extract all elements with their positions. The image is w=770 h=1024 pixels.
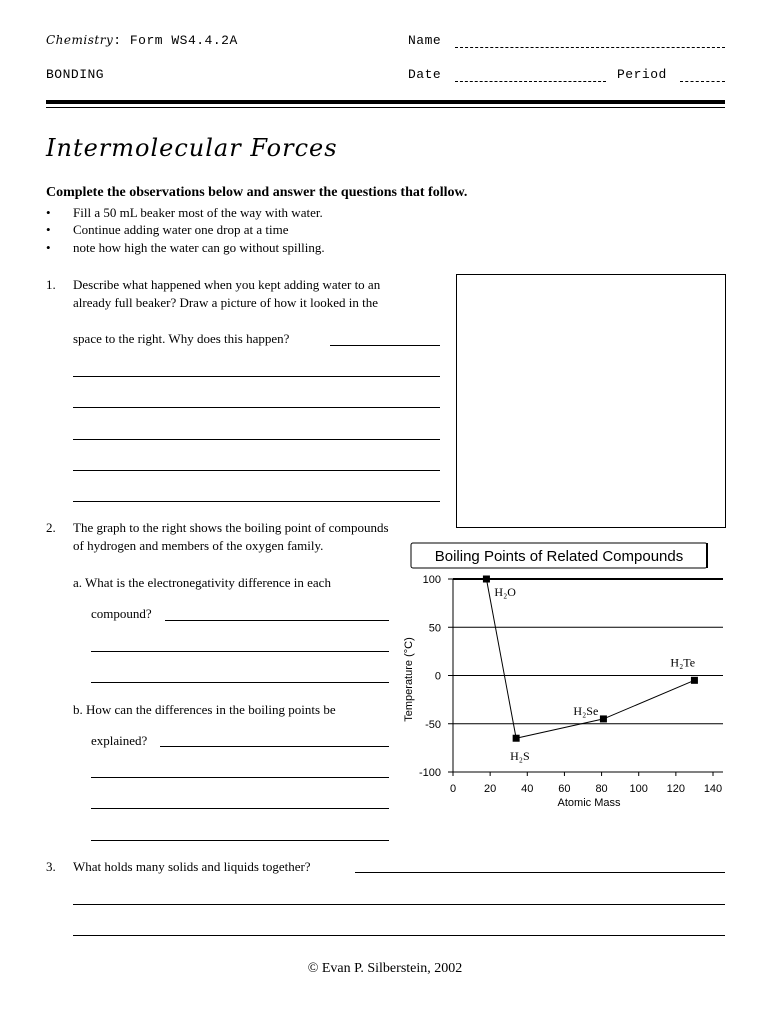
q1-number: 1. (46, 277, 56, 292)
x-tick-label: 60 (558, 783, 571, 795)
x-tick-label: 20 (484, 783, 497, 795)
q3-answer-line[interactable] (355, 872, 725, 873)
q1-text-line3: space to the right. Why does this happen? (73, 331, 290, 346)
q1-answer-line[interactable] (330, 345, 440, 346)
x-axis-label: Atomic Mass (557, 797, 621, 809)
q1-answer-line[interactable] (73, 407, 440, 408)
q2b-answer-line[interactable] (91, 777, 389, 778)
q2b-answer-line[interactable] (160, 746, 389, 747)
q2-number: 2. (46, 520, 56, 535)
q2-text-line1: The graph to the right shows the boiling point of compounds (73, 520, 389, 535)
form-label: : Form WS4.4.2A (113, 33, 238, 48)
q1-text-line1: Describe what happened when you kept adding water to an (73, 277, 381, 292)
y-axis-label: Temperature (°C) (403, 637, 415, 722)
q2b-answer-line[interactable] (91, 808, 389, 809)
y-tick-label: 50 (428, 622, 441, 635)
q3-text: What holds many solids and liquids together? (73, 859, 311, 874)
data-point-label: H₂Te (670, 655, 696, 670)
header-rule-thick (46, 100, 725, 104)
date-field[interactable] (455, 81, 606, 82)
q1-answer-line[interactable] (73, 439, 440, 440)
x-tick-label: 140 (703, 783, 723, 795)
q2a-answer-line[interactable] (91, 651, 389, 652)
q1-text-line2: already full beaker? Draw a picture of how it looked in the (73, 295, 379, 310)
q1-answer-line[interactable] (73, 376, 440, 377)
page-title: Intermolecular Forces (46, 134, 338, 162)
q1-answer-line[interactable] (73, 470, 440, 471)
instruction-bullet: • note how high the water can go without spilling. (73, 240, 325, 256)
y-tick-label: 100 (422, 574, 441, 586)
period-field[interactable] (680, 81, 725, 82)
x-tick-label: 100 (629, 783, 648, 795)
data-point (483, 576, 490, 583)
y-tick-label: 0 (434, 670, 441, 683)
data-point (513, 735, 520, 742)
q2a-text-line2: compound? (91, 606, 152, 621)
name-label: Name (408, 33, 442, 48)
data-point (600, 715, 607, 722)
chart-title: Boiling Points of Related Compounds (434, 548, 684, 565)
data-point-label: H₂O (494, 585, 516, 599)
y-tick-label: -100 (418, 767, 441, 779)
instruction-bullet: • Fill a 50 mL beaker most of the way with water. (73, 205, 323, 221)
header-rule-thin (46, 107, 725, 108)
q2b-answer-line[interactable] (91, 840, 389, 841)
date-label: Date (408, 67, 442, 82)
x-tick-label: 40 (521, 783, 534, 795)
q2a-answer-line[interactable] (165, 620, 389, 621)
subject-label: Chemistry (46, 33, 114, 47)
boiling-point-chart (395, 540, 730, 825)
q3-answer-line[interactable] (73, 904, 725, 905)
x-tick-label: 80 (595, 783, 608, 795)
data-point-label: H₂Se (573, 703, 599, 718)
q2b-text-line2: explained? (91, 733, 148, 748)
q2a-answer-line[interactable] (91, 682, 389, 683)
unit-label: BONDING (46, 67, 105, 82)
data-point-label: H₂S (510, 749, 530, 764)
x-tick-label: 120 (666, 783, 686, 795)
instruction-bullet: • Continue adding water one drop at a time (73, 222, 289, 238)
q2-text-line2: of hydrogen and members of the oxygen family. (73, 538, 324, 553)
q2b-text-line1: b. How can the differences in the boiling points be (73, 702, 336, 717)
footer-copyright: © Evan P. Silberstein, 2002 (307, 961, 463, 976)
header-subject-line (46, 33, 238, 48)
x-tick-label: 0 (449, 783, 457, 795)
q1-answer-line[interactable] (73, 501, 440, 502)
name-field[interactable] (455, 47, 725, 48)
y-tick-label: -50 (425, 718, 441, 731)
data-point (691, 677, 698, 684)
q3-number: 3. (46, 859, 56, 874)
instructions-heading: Complete the observations below and answer the questions that follow. (46, 185, 468, 200)
period-label: Period (617, 67, 667, 82)
q2a-text-line1: a. What is the electronegativity difference in each (73, 575, 331, 590)
drawing-box[interactable] (456, 274, 726, 528)
q3-answer-line[interactable] (73, 935, 725, 936)
